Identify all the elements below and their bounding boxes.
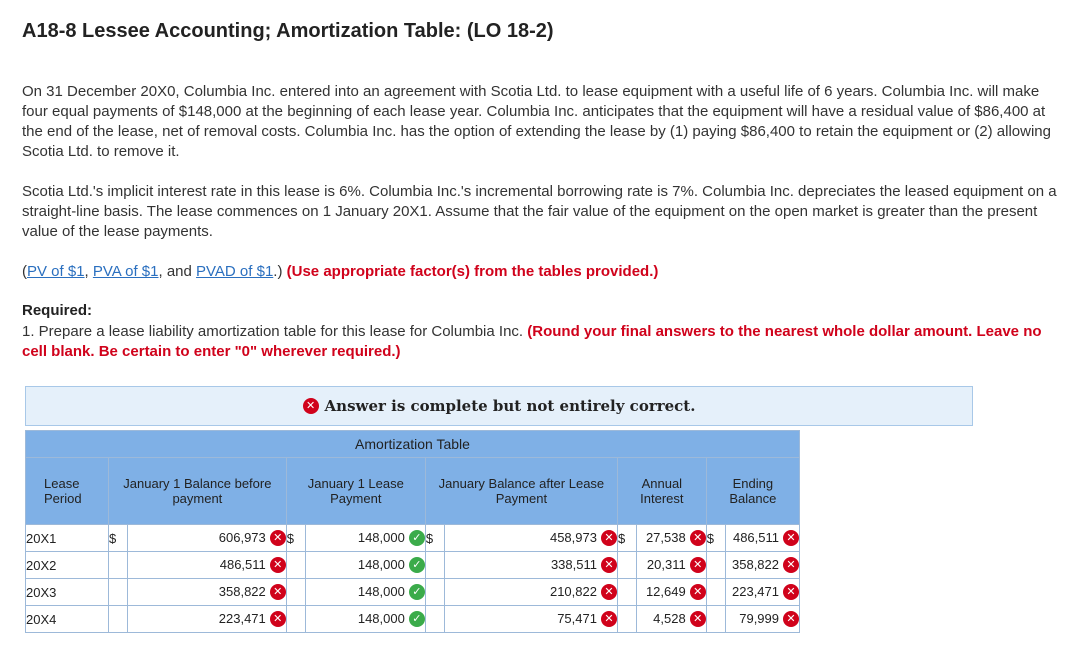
currency-symbol: $ [617,525,636,552]
payment-input[interactable]: 148,000 ✓ [305,552,425,579]
correct-check-icon: ✓ [409,557,425,573]
jan-after-input[interactable]: 338,511 ✕ [444,552,617,579]
ending-input[interactable]: 79,999 ✕ [725,606,799,633]
incorrect-icon: ✕ [783,584,799,600]
header-lease-period: Lease Period [26,458,109,525]
jan-after-input[interactable]: 458,973 ✕ [444,525,617,552]
interest-input[interactable]: 12,649 ✕ [636,579,706,606]
jan-before-input[interactable]: 486,511 ✕ [128,552,287,579]
currency-symbol: $ [706,525,725,552]
correct-check-icon: ✓ [409,611,425,627]
header-jan-balance-after: January Balance after Lease Payment [425,458,617,525]
incorrect-icon: ✕ [601,530,617,546]
interest-input[interactable]: 20,311 ✕ [636,552,706,579]
header-jan-balance-before: January 1 Balance before payment [109,458,287,525]
jan-after-input[interactable]: 210,822 ✕ [444,579,617,606]
x-icon: ✕ [303,398,319,414]
payment-input[interactable]: 148,000 ✓ [305,606,425,633]
required-heading: Required: [22,302,93,319]
incorrect-icon: ✕ [690,557,706,573]
currency-symbol: $ [286,525,305,552]
incorrect-icon: ✕ [783,611,799,627]
ending-input[interactable]: 223,471 ✕ [725,579,799,606]
header-lease-payment: January 1 Lease Payment [286,458,425,525]
jan-before-input[interactable]: 606,973 ✕ [128,525,287,552]
incorrect-icon: ✕ [270,584,286,600]
incorrect-icon: ✕ [270,530,286,546]
table-caption: Amortization Table [26,431,800,458]
problem-paragraph-1: On 31 December 20X0, Columbia Inc. entered into an agreement with Scotia Ltd. to lease equipment with a useful life of 6 years. Columbia Inc. will make four equal payments of $148,000 at the beginning of each lease year. Columbia Inc. anticipates that the equipment will have a residual value of $86,400 at the end of the lease, net of removal costs. Columbia Inc. has the option of extending the lease by (1) paying $86,400 to retain the equipment or (2) allowing Scotia Ltd. to remove it. [22,83,1051,160]
jan-before-input[interactable]: 358,822 ✕ [128,579,287,606]
incorrect-icon: ✕ [783,530,799,546]
pvad-table-link[interactable]: PVAD of $1 [196,263,274,280]
table-row [26,579,800,606]
problem-paragraph-2: Scotia Ltd.'s implicit interest rate in this lease is 6%. Columbia Inc.'s incremental borrowing rate is 7%. Columbia Inc. depreciates the leased equipment on a straight-line basis. The lease commences on 1 January 20X1. Assume that the fair value of the equipment on the open market is greater than the present value of the lease payments. [22,183,1057,240]
required-text: 1. Prepare a lease liability amortization table for this lease for Columbia Inc. (Round your final answers to the nearest whole dollar amount. Leave no cell blank. Be certain to enter "0" wherever required.) [22,323,1042,360]
interest-input[interactable]: 4,528 ✕ [636,606,706,633]
header-ending-balance: Ending Balance [706,458,799,525]
ending-input[interactable]: 486,511 ✕ [725,525,799,552]
incorrect-icon: ✕ [690,611,706,627]
payment-input[interactable]: 148,000 ✓ [305,579,425,606]
currency-symbol: $ [109,525,128,552]
currency-symbol: $ [425,525,444,552]
amortization-table [25,430,800,633]
page-title: A18-8 Lessee Accounting; Amortization Table: (LO 18-2) [22,20,554,42]
period-cell: 20X1 [26,525,109,552]
incorrect-icon: ✕ [270,557,286,573]
period-cell: 20X2 [26,552,109,579]
incorrect-icon: ✕ [270,611,286,627]
payment-input[interactable]: 148,000 ✓ [305,525,425,552]
jan-before-input[interactable]: 223,471 ✕ [128,606,287,633]
ending-input[interactable]: 358,822 ✕ [725,552,799,579]
incorrect-icon: ✕ [783,557,799,573]
correct-check-icon: ✓ [409,584,425,600]
incorrect-icon: ✕ [601,584,617,600]
incorrect-icon: ✕ [601,611,617,627]
incorrect-icon: ✕ [690,530,706,546]
rounding-instruction: (Round your final answers to the nearest whole dollar amount. Leave no cell blank. Be certain to enter "0" wherever required.) [22,323,1042,360]
factor-instruction: (Use appropriate factor(s) from the tables provided.) [286,263,659,280]
table-row [26,606,800,633]
incorrect-icon: ✕ [690,584,706,600]
answer-status-text: Answer is complete but not entirely correct. [324,397,696,415]
correct-check-icon: ✓ [409,530,425,546]
pva-table-link[interactable]: PVA of $1 [92,263,159,280]
period-cell: 20X4 [26,606,109,633]
factor-tables-line: (PV of $1, PVA of $1, and PVAD of $1.) (Use appropriate factor(s) from the tables provided.) [22,263,659,280]
jan-after-input[interactable]: 75,471 ✕ [444,606,617,633]
table-row [26,552,800,579]
interest-input[interactable]: 27,538 ✕ [636,525,706,552]
answer-status-banner [25,386,973,426]
header-annual-interest: Annual Interest [617,458,706,525]
incorrect-icon: ✕ [601,557,617,573]
period-cell: 20X3 [26,579,109,606]
table-row [26,525,800,552]
pv-table-link[interactable]: PV of $1 [27,263,85,280]
